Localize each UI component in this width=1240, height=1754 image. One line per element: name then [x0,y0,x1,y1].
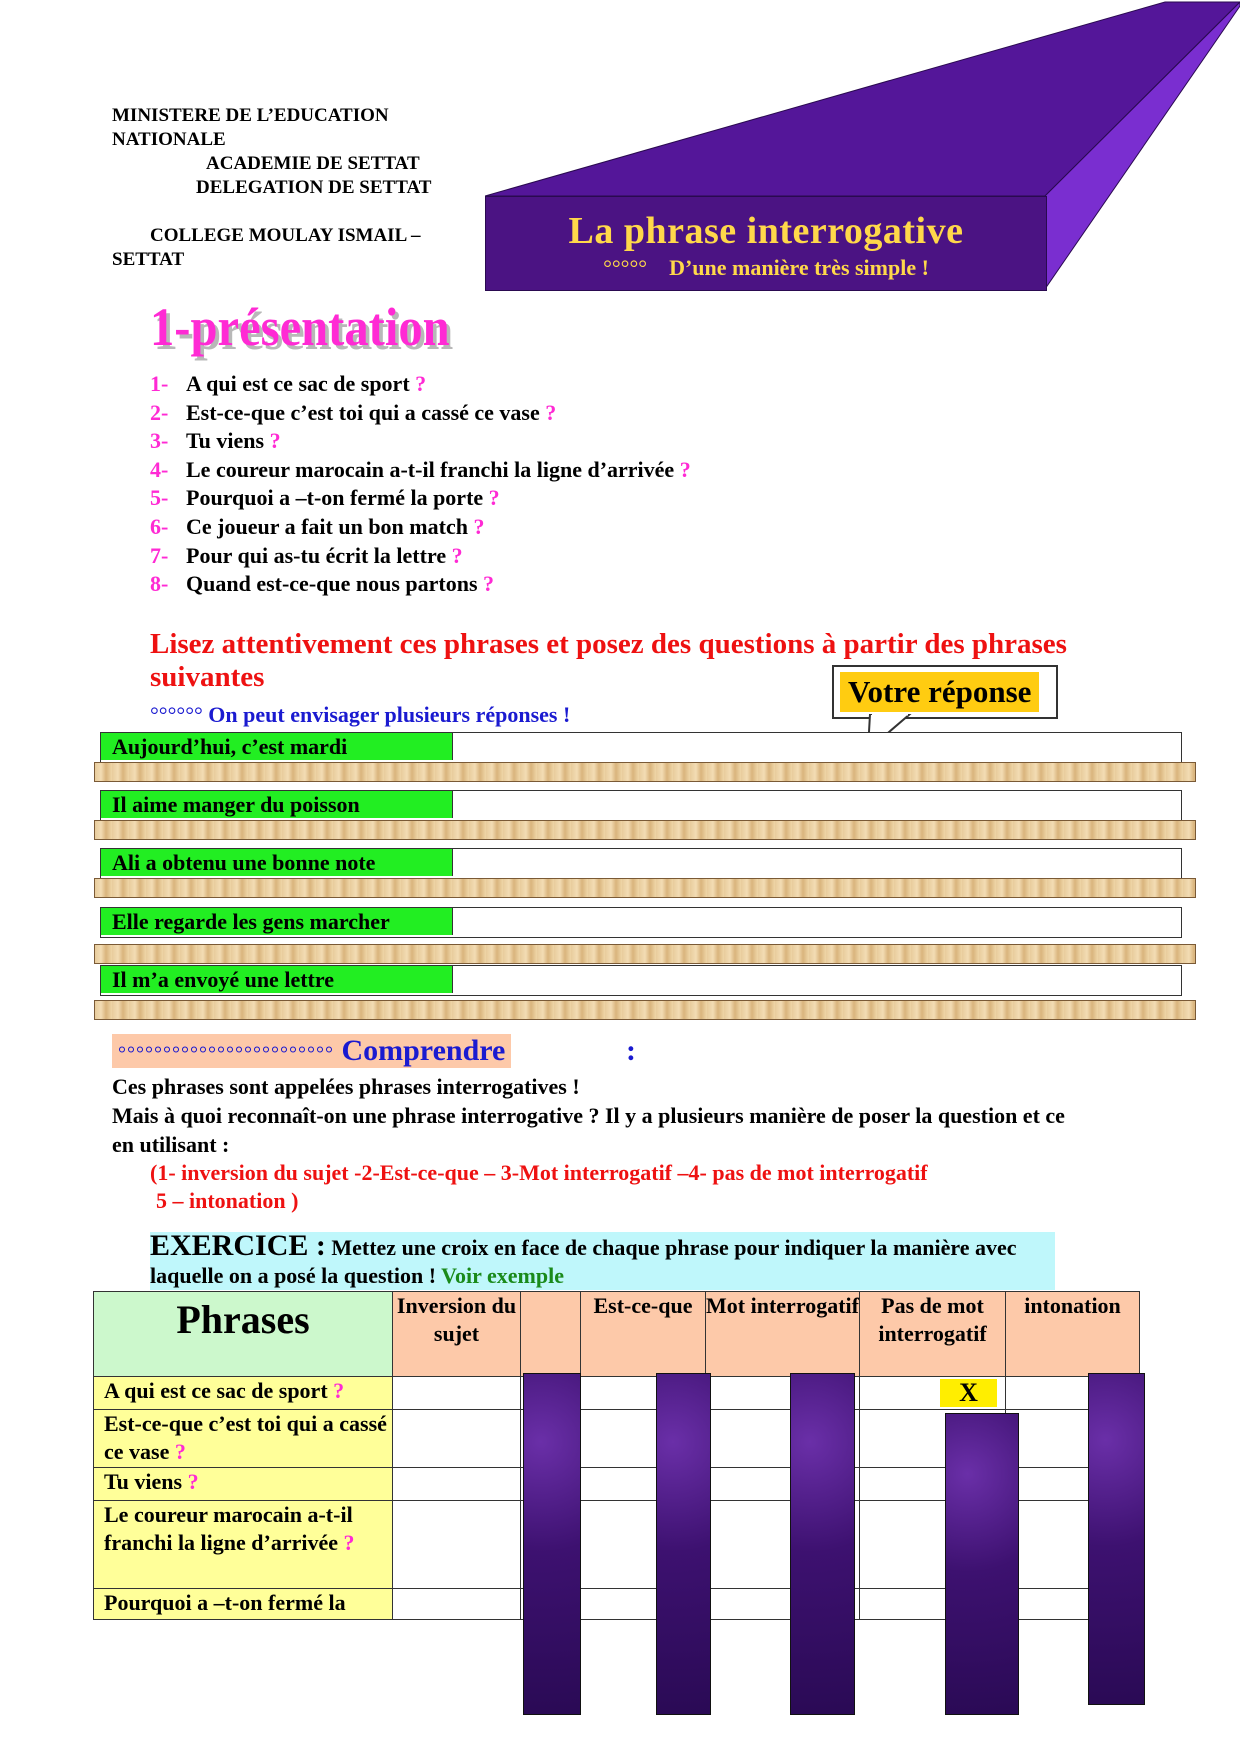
question-number: 8- [150,571,169,597]
exercise-example-note: Voir exemple [441,1263,564,1288]
phrase-cell [94,1501,393,1589]
question-number: 7- [150,542,169,568]
comprendre-p2: Mais à quoi reconnaît-on une phrase interrogative ? Il y a plusieurs manière de poser la question et ce en utilisant : [112,1103,1065,1157]
col-header-pasdemot: Pas de mot interrogatif [860,1292,1006,1377]
question-item [150,370,691,399]
table-row [94,1377,1140,1410]
answer-row[interactable] [100,907,1182,938]
answer-cell[interactable] [393,1589,521,1620]
phrase-cell [94,1377,393,1410]
activity-instruction: Lisez attentivement ces phrases et posez des questions à partir des phrases suivantes [150,628,1067,693]
phrase-text: Le coureur marocain a-t-il franchi la ligne d’arrivée [104,1502,353,1555]
question-number: 5- [150,485,169,511]
col-header-estceque: Est-ce-que [581,1292,706,1377]
comprendre-text [112,1072,1072,1159]
banner-subtitle-text: D’une manière très simple ! [669,255,929,280]
question-number: 3- [150,428,169,454]
answer-row-sentence: Ali a obtenu une bonne note [101,849,453,876]
question-mark: ? [545,399,557,425]
question-number: 1- [150,371,169,396]
wood-strip [94,1000,1196,1020]
question-number: 2- [150,399,169,425]
presentation-title: 1-présentation [150,297,450,357]
phrase-cell [94,1410,393,1468]
callout-label: Votre réponse [840,672,1039,712]
question-item [150,427,691,456]
question-mark: ? [415,371,427,396]
wood-strip [94,820,1196,840]
wood-strip [94,762,1196,782]
question-mark: ? [679,456,691,482]
question-text: Est-ce-que c’est toi qui a cassé ce vase [186,399,540,425]
header-line: ACADEMIE DE SETTAT [206,153,420,174]
col-header-inversion: Inversion du sujet [393,1292,521,1377]
question-item [150,542,691,571]
phrase-mark: ? [333,1378,345,1403]
col-header-spacer [521,1292,581,1377]
question-text: A qui est ce sac de sport [186,371,410,396]
wood-strip [94,878,1196,898]
header-line: DELEGATION DE SETTAT [196,177,432,198]
decorative-pillar [1088,1373,1145,1705]
decorative-pillar [656,1373,711,1715]
question-item [150,570,691,599]
comprendre-heading [112,1034,511,1068]
question-mark: ? [473,513,485,539]
header-line: NATIONALE [112,129,226,150]
question-text: Ce joueur a fait un bon match [186,513,468,539]
methods-line: (1- inversion du sujet -2-Est-ce-que – 3-Mot interrogatif –4- pas de mot interrogatif [150,1160,928,1185]
comprendre-dots: °°°°°°°°°°°°°°°°°°°°°°°° [118,1043,334,1065]
decorative-pillar [945,1413,1019,1715]
exercise-label: EXERCICE : [150,1229,326,1262]
question-number: 6- [150,513,169,539]
question-text: Pour qui as-tu écrit la lettre [186,542,447,568]
decorative-pillar [523,1373,581,1715]
answer-cell[interactable] [393,1377,521,1410]
answer-row[interactable] [100,848,1182,879]
question-number: 4- [150,456,169,482]
question-item [150,484,691,513]
col-header-intonation: intonation [1006,1292,1140,1377]
header-line: COLLEGE MOULAY ISMAIL – [150,225,421,246]
phrase-mark: ? [187,1469,199,1494]
question-mark: ? [451,542,463,568]
question-list [150,370,691,599]
answer-row-sentence: Aujourd’hui, c’est mardi [101,733,453,760]
methods-line: 5 – intonation ) [156,1188,299,1213]
question-mark: ? [269,428,281,454]
question-mark: ? [483,571,495,597]
phrase-cell [94,1468,393,1501]
question-text: Quand est-ce-que nous partons [186,571,478,597]
answer-row-sentence: Il m’a envoyé une lettre [101,966,453,993]
question-text: Tu viens [186,428,265,454]
activity-note [150,702,570,728]
answer-callout [832,665,1058,719]
exercise-instruction [150,1229,1055,1290]
answer-cell[interactable] [860,1377,1006,1410]
question-text: Pourquoi a –t-on fermé la porte [186,485,484,511]
answer-row[interactable] [100,790,1182,821]
comprendre-p1: Ces phrases sont appelées phrases interrogatives ! [112,1074,580,1099]
col-header-mot: Mot interrogatif [706,1292,860,1377]
banner-subtitle [486,255,1046,281]
answer-row-sentence: Il aime manger du poisson [101,791,453,818]
decorative-pillar [790,1373,855,1715]
header-line: MINISTERE DE L’EDUCATION [112,105,389,126]
answer-cell[interactable] [393,1468,521,1501]
answer-row-sentence: Elle regarde les gens marcher [101,908,453,935]
comprendre-colon: : [626,1034,636,1067]
question-item [150,456,691,485]
phrase-text: A qui est ce sac de sport [104,1378,328,1403]
question-mark: ? [488,485,500,511]
phrase-cell [94,1589,393,1620]
answer-cell[interactable] [393,1501,521,1589]
answer-cell[interactable] [393,1410,521,1468]
example-x-mark: X [940,1379,997,1407]
comprendre-title: Comprendre [341,1034,506,1067]
note-dots: °°°°°° [150,702,203,727]
banner-title-box [485,196,1047,291]
col-header-phrases: Phrases [94,1292,393,1377]
methods-list [150,1159,1050,1215]
header-line: SETTAT [112,249,185,270]
wood-strip [94,944,1196,964]
banner-title: La phrase interrogative [568,210,964,252]
ministry-header [112,104,431,272]
question-item [150,513,691,542]
phrase-mark: ? [174,1439,186,1464]
phrase-text: Tu viens [104,1469,183,1494]
phrase-text: Pourquoi a –t-on fermé la [104,1590,346,1615]
answer-row[interactable] [100,965,1182,996]
phrase-mark: ? [343,1530,355,1555]
note-text: On peut envisager plusieurs réponses ! [208,702,571,727]
question-item [150,399,691,428]
exercise-text: Mettez une croix en face de chaque phrase pour indiquer la manière avec laquelle on a posé la question ! [150,1235,1017,1288]
question-text: Le coureur marocain a-t-il franchi la ligne d’arrivée [186,456,675,482]
answer-row[interactable] [100,732,1182,763]
banner-dots: °°°°° [603,255,648,280]
phrase-text: Est-ce-que c’est toi qui a cassé ce vase [104,1411,387,1464]
